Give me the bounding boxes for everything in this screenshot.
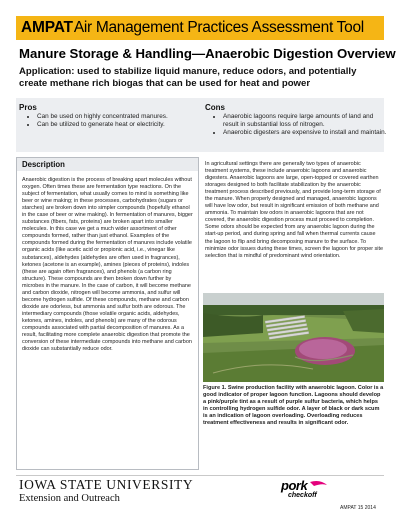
cons-list [211, 113, 388, 138]
header-banner [16, 16, 384, 40]
cons-item: • Anaerobic digesters are expensive to install and maintain. [223, 129, 388, 137]
aerial-photo-illustration [203, 293, 384, 382]
university-wordmark: IOWA STATE UNIVERSITY [19, 477, 194, 492]
tool-title: Air Management Practices Assessment Tool [73, 19, 364, 36]
footer-divider [16, 475, 384, 476]
description-box [16, 157, 199, 470]
pros-list [25, 113, 207, 129]
description-heading: Description [17, 158, 198, 171]
cons-heading: Cons [205, 103, 225, 112]
figure-caption: Figure 1. Swine production facility with anaerobic lagoon. Color is a good indicator of proper lagoon function. Lagoons should develop a pink/purple tint as a result of purple sulfur bacteria, which helps in controlling hydrogen sulfide odor. A layer of black or dark scum is an indication of lagoon overloading. Overloading reduces treatment effectiveness and results in significant odor. [203, 385, 384, 427]
brand-name: AMPAT [21, 19, 73, 36]
lagoon-photo [203, 293, 384, 382]
pork-logo-word: pork [281, 478, 308, 493]
extension-wordmark: Extension and Outreach [19, 493, 120, 504]
checkoff-logo-word: checkoff [288, 492, 317, 499]
page-title: Manure Storage & Handling—Anaerobic Digestion Overview [19, 46, 396, 61]
lagoon-text: In agricultural settings there are generally two types of anaerobic treatment systems, these include anaerobic lagoons and anaerobic digesters. Anaerobic lagoons are large, open-topped or covered earthen storages designed to both facilitate stabilization by the anaerobic treatment process described previously, and provide long-term storage of the manure. When properly designed and managed, anaerobic lagoons will have low odor, but result in significant emission of both methane and ammonia. To maintain low odors in anaerobic lagoons that are not covered, the anaerobic digestion process must proceed to completion. Some odors should be expected from any anaerobic lagoon during the start-up period, and during spring and fall when thermal currents cause the lagoon to flip and bring decomposing manure to the surface. To minimize odor issues during these times, screen the lagoon for proper site selection that is mindful of predominant wind orientation. [205, 161, 384, 259]
pros-item: • Can be utilized to generate heat or electricity. [37, 121, 207, 129]
application-statement: Application: used to stabilize liquid manure, reduce odors, and potentially create methane rich biogas that can be used for heat and power [19, 66, 357, 89]
pros-item: • Can be used on highly concentrated manures. [37, 113, 207, 121]
description-text: Anaerobic digestion is the process of breaking apart molecules without oxygen. Often times these are fermentation type reactions. On the subject of fermentation, what usually comes to mind is something like beer or wine making; in these processes, carbohydrates (sugars or starches) are broken down into simpler compounds (hopefully ethanol in the case of beer or wine making). In fermentation of manures, bigger substances (fibers, fats, proteins) are broken apart into smaller molecules. In this case we get a much wider assortment of other compounds formed, rather than just ethanol. Examples of the compounds formed during the fermentation of manures include volatile organic acids (like acetic acid or propionic acid, i.e., vinegar like substances), aldehydes (aldehydes are often used in fragrances), ketones (acetone is an example), amines (pieces of proteins), indoles (these are again often fragrances), and phenols (a carbon ring structure). These compounds are then broken down further by microbes in the manure. In the case of carbon, it will become methane and carbon dioxide, nitrogen will become ammonia, and sulfur will become hydrogen sulfide. Of these compounds, methane and carbon dioxide are odorless, but ammonia and sulfur both are odorous. The intermediary compounds (those volatile organic acids, aldehydes, ketones, amines, indoles, and phenols) are many of the odorous compounds associated with partial decomposition of manures. As a result, facilitating more complete anaerobic digestion that promote the conversion of these intermediate compounds into methane and carbon dioxide can substantially reduce odor. [22, 177, 193, 353]
pros-heading: Pros [19, 103, 37, 112]
publication-number: AMPAT 15 2014 [340, 505, 376, 511]
cons-item: • Anaerobic lagoons require large amounts of land and result in substantial loss of nitrogen. [223, 113, 388, 129]
